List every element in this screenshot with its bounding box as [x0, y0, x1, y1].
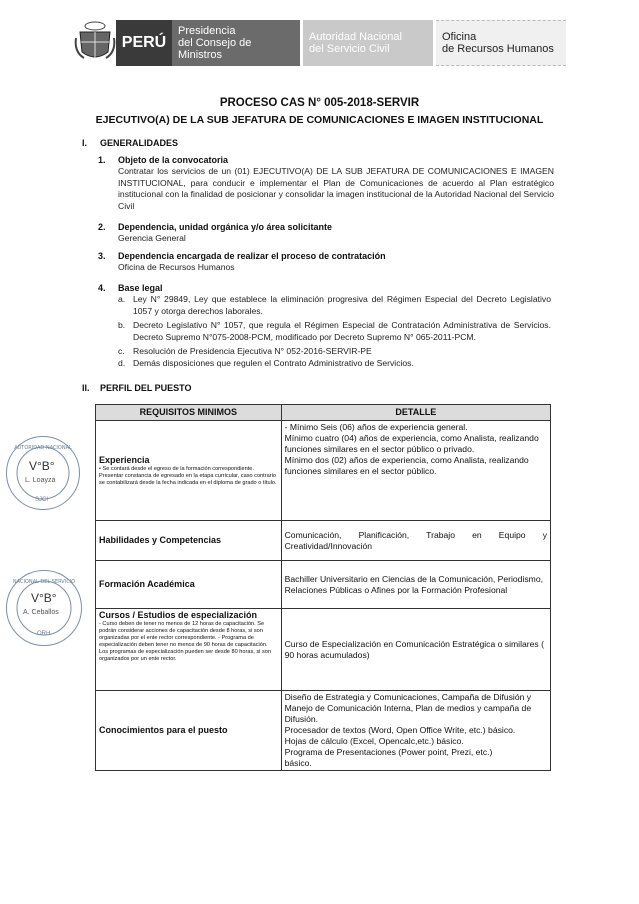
row-note: - Curso deben de tener no menos de 12 horas de capacitación. Se podrán considerar acciones de capacitación desde 8 horas, si son organizadas por el ente rector correspondiente. - Programa de especialización deben tener no menos de 90 horas de capacitación. Los programas de especialización pueden ser desde 80 horas, si son organizados por un ente rector. — [99, 621, 271, 662]
item-1-text: Contratar los servicios de un (01) EJECUTIVO(A) DE LA SUB JEFATURA DE COMUNICACIONES E IMAGEN INSTITUCIONAL, para conducir e implementar el Plan de Comunicaciones de acuerdo al Plan estratégico institucional con la finalidad de posicionar y consolidar la imagen institucional de la Autoridad Nacional del Servicio Civil — [118, 166, 554, 211]
header-servir: Autoridad Nacional del Servicio Civil — [303, 20, 433, 66]
detail-line: Mínimo cuatro (04) años de experiencia, como Analista, realizando funciones similares en el sector público o privado. — [284, 433, 539, 454]
table-row — [96, 521, 551, 561]
legal-b-text: Decreto Legislativo N° 1057, que regula el Régimen Especial de Contratación Administrativa de Servicios. Decreto Supremo N°075-2008-PCM, modificado por Decreto Supremo N° 065-2011-PCM. — [133, 320, 551, 342]
item-1-title: Objeto de la convocatoria — [118, 155, 229, 165]
profile-table — [95, 404, 551, 771]
svg-text:NACIONAL DEL SERVICIO: NACIONAL DEL SERVICIO — [12, 579, 76, 585]
table-row — [96, 561, 551, 609]
section-2-title: PERFIL DEL PUESTO — [100, 383, 192, 393]
item-3-number: 3. — [98, 251, 106, 261]
detail-line: Comunicación, Planificación, Trabajo en Equipo y Creatividad/Innovación — [284, 529, 547, 551]
detail-line: Diseño de Estrategia y Comunicaciones, Campaña de Difusión y Manejo de Comunicación Interna, Plan de medios y campaña de Difusión. — [284, 692, 532, 724]
section-2-number: II. — [82, 383, 90, 393]
svg-text:AUTORIDAD NACIONAL: AUTORIDAD NACIONAL — [14, 445, 72, 451]
stamp-vb: V°B° — [31, 591, 57, 605]
stamp-signer: A. Ceballos — [23, 609, 59, 616]
detail-line: Programa de Presentaciones (Power point, Prezi, etc.) — [284, 747, 493, 757]
stamp-unit: ORH — [37, 631, 51, 637]
position-title: EJECUTIVO(A) DE LA SUB JEFATURA DE COMUNICACIONES E IMAGEN INSTITUCIONAL — [95, 114, 544, 126]
stamp-signer: L. Loayza — [25, 477, 56, 484]
table-row — [96, 691, 551, 771]
legal-c-text: Resolución de Presidencia Ejecutiva N° 052-2016-SERVIR-PE — [133, 346, 372, 356]
item-2-number: 2. — [98, 222, 106, 232]
table-row — [96, 421, 551, 521]
row-note: • Se contará desde el egreso de la formación correspondiente. Presentar constancia de egresado en la etapa curricular, caso contrario se contabilizará desde la fecha indicada en el diploma de grado o título. — [99, 465, 277, 486]
header-peru: PERÚ — [116, 20, 172, 66]
section-1-title: GENERALIDADES — [100, 138, 179, 148]
table-row — [96, 609, 551, 691]
item-4-number: 4. — [98, 283, 106, 293]
legal-b-mark: b. — [118, 320, 126, 330]
table-header-requirements: REQUISITOS MINIMOS — [96, 405, 282, 421]
detail-line: Mínimo dos (02) años de experiencia, como Analista, realizando funciones similares en el sector público. — [284, 455, 529, 476]
stamp-unit: SJCI — [35, 497, 49, 503]
header-orh: Oficina de Recursos Humanos — [436, 20, 566, 66]
row-label: Habilidades y Competencias — [99, 535, 222, 545]
item-3-text: Oficina de Recursos Humanos — [118, 262, 235, 272]
approval-stamp-2 — [6, 570, 82, 646]
row-label: Cursos / Estudios de especialización — [99, 610, 258, 620]
legal-c-mark: c. — [118, 346, 125, 356]
legal-a-mark: a. — [118, 294, 126, 304]
detail-line: Bachiller Universitario en Ciencias de la Comunicación, Periodismo, Relaciones Públicas o Afines por la Formación Profesional — [284, 573, 543, 595]
row-label: Formación Académica — [99, 579, 195, 589]
detail-line: Hojas de cálculo (Excel, Opencalc,etc.) básico. — [284, 736, 464, 746]
institutional-header — [72, 20, 566, 66]
table-header-detail: DETALLE — [281, 405, 550, 421]
item-3-title: Dependencia encargada de realizar el proceso de contratación — [118, 251, 386, 261]
detail-line: básico. — [284, 758, 312, 768]
item-2-text: Gerencia General — [118, 233, 186, 243]
approval-stamp-1 — [6, 436, 80, 510]
detail-line: - Mínimo Seis (06) años de experiencia general. — [284, 422, 468, 432]
legal-d-mark: d. — [118, 358, 126, 368]
row-label: Conocimientos para el puesto — [99, 725, 228, 735]
item-4-title: Base legal — [118, 283, 163, 293]
process-title: PROCESO CAS N° 005-2018-SERVIR — [219, 97, 420, 109]
detail-line: Procesador de textos (Word, Open Office Write, etc.) básico. — [284, 725, 516, 735]
section-1-number: I. — [82, 138, 88, 148]
item-2-title: Dependencia, unidad orgánica y/o área solicitante — [118, 222, 333, 232]
item-1-number: 1. — [98, 155, 106, 165]
row-label: Experiencia — [99, 454, 150, 465]
header-pcm: Presidencia del Consejo de Ministros — [172, 20, 300, 66]
detail-line: Curso de Especialización en Comunicación Estratégica o similares ( 90 horas acumulados) — [284, 638, 544, 660]
legal-a-text: Ley N° 29849, Ley que establece la eliminación progresiva del Régimen Especial del Decreto Legislativo 1057 y otorga derechos laborales. — [133, 294, 551, 316]
stamp-vb: V°B° — [29, 459, 55, 473]
legal-d-text: Demás disposiciones que regulen el Contrato Administrativo de Servicios. — [133, 358, 414, 368]
